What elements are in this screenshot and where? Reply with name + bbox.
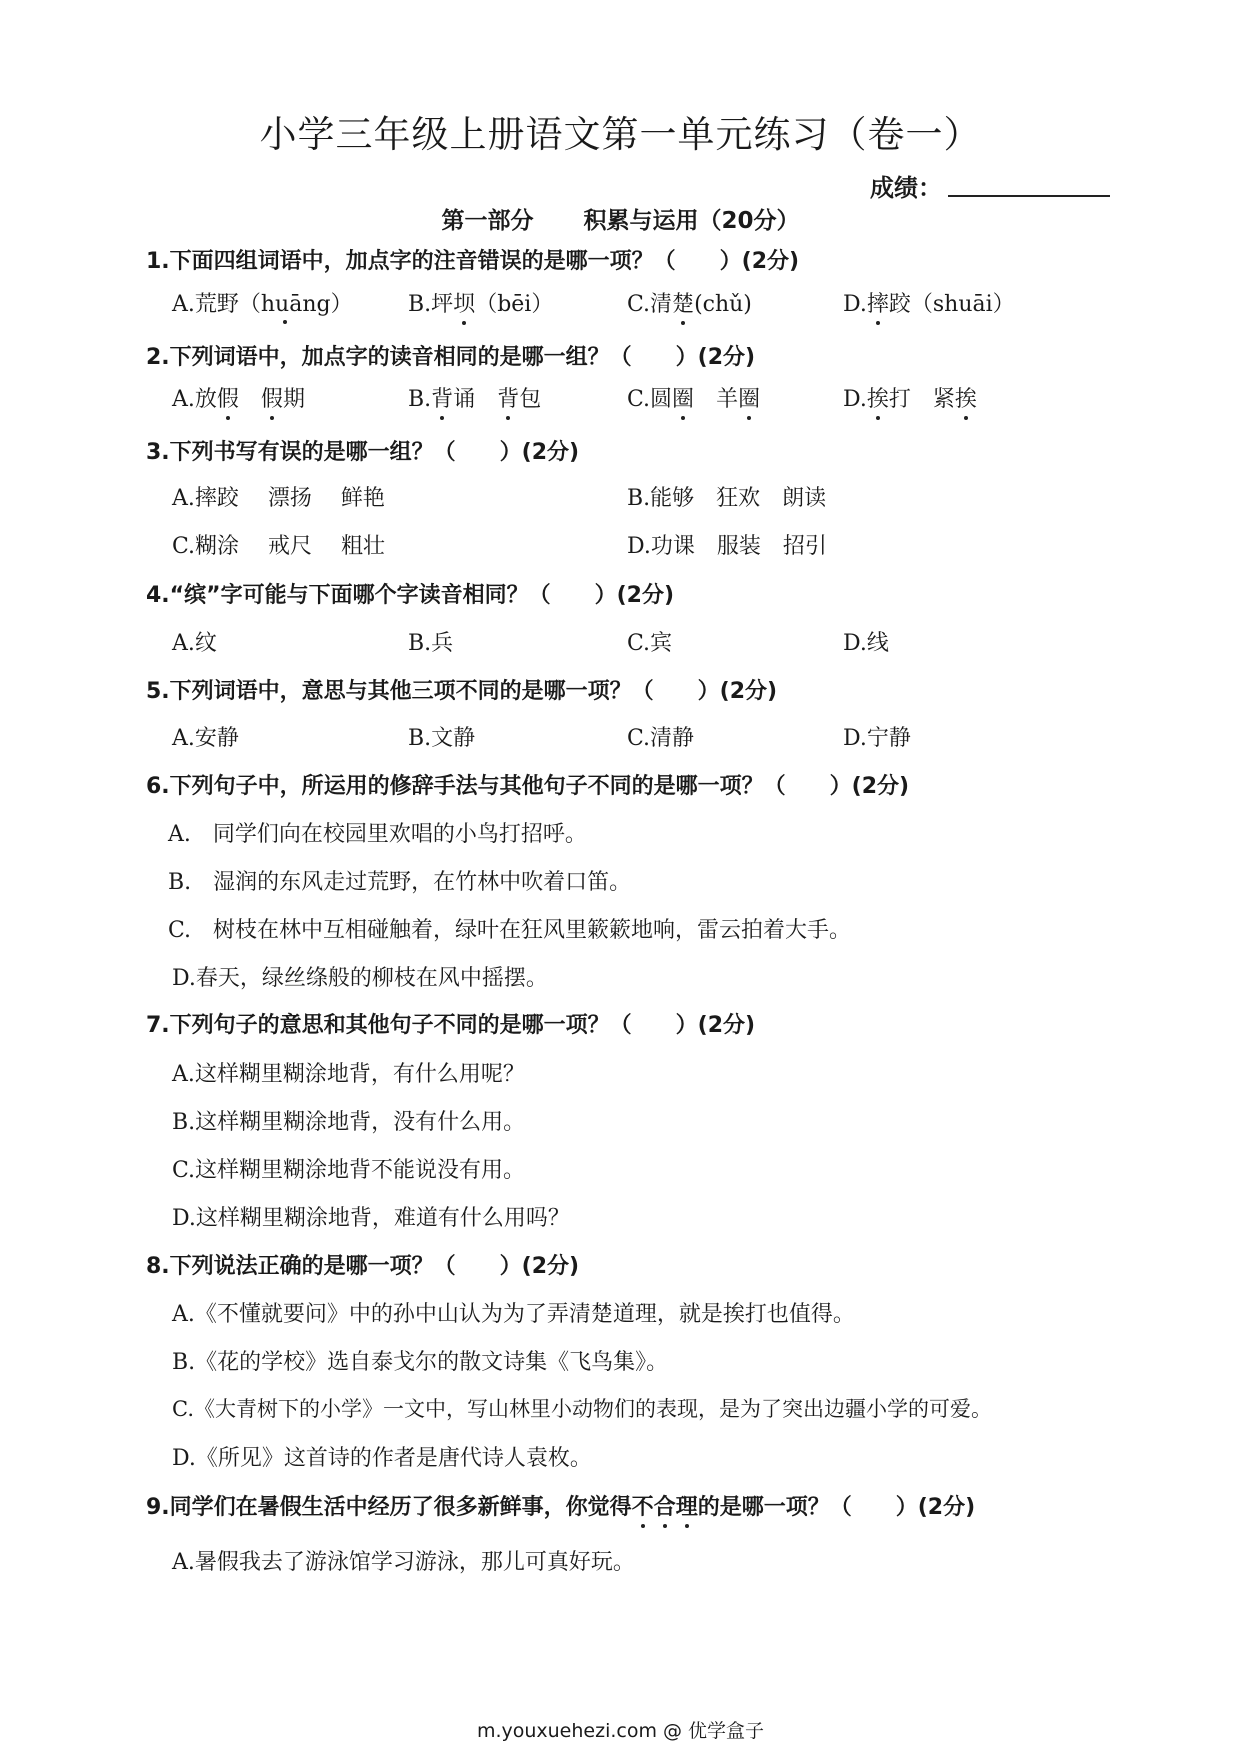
q8-option-b: B.《花的学校》选自泰戈尔的散文诗集《飞鸟集》。 <box>172 1350 669 1375</box>
q4-option-c: C.宾 <box>627 631 673 656</box>
question-9: 9.同学们在暑假生活中经历了很多新鲜事，你觉得不合理的是哪一项？（ ）(2分) <box>146 1490 975 1521</box>
q3-option-d: D.功课 服装 招引 <box>627 534 827 559</box>
q4-option-b: B.兵 <box>408 631 454 656</box>
q1-option-b: B.坪坝（bēi） <box>408 287 553 318</box>
q4-option-a: A.纹 <box>172 631 217 656</box>
q7-option-c: C.这样糊里糊涂地背不能说没有用。 <box>172 1158 526 1183</box>
part-heading <box>0 202 1241 235</box>
q5-option-b: B.文静 <box>408 726 476 751</box>
question-7: 7.下列句子的意思和其他句子不同的是哪一项？（ ）(2分) <box>146 1013 756 1038</box>
q3-option-c: C.糊涂 戒尺 粗壮 <box>172 534 386 559</box>
question-4: 4.“缤”字可能与下面哪个字读音相同？（ ）(2分) <box>146 583 675 608</box>
question-5: 5.下列词语中，意思与其他三项不同的是哪一项？（ ）(2分) <box>146 679 778 704</box>
q8-option-a: A.《不懂就要问》中的孙中山认为为了弄清楚道理，就是挨打也值得。 <box>172 1302 855 1327</box>
q7-option-a: A.这样糊里糊涂地背，有什么用呢？ <box>172 1062 525 1087</box>
q1-option-c: C.清楚(chǔ) <box>627 287 752 318</box>
question-8: 8.下列说法正确的是哪一项？（ ）(2分) <box>146 1254 580 1279</box>
question-1: 1.下面四组词语中，加点字的注音错误的是哪一项？（ ）(2分) <box>146 249 800 274</box>
q6-option-b: B. 湿润的东风走过荒野，在竹林中吹着口笛。 <box>168 870 632 895</box>
question-2: 2.下列词语中，加点字的读音相同的是哪一组？（ ）(2分) <box>146 345 756 370</box>
q2-option-a: A.放假 假期 <box>172 382 305 413</box>
q5-option-d: D.宁静 <box>843 726 911 751</box>
q6-option-a: A. 同学们向在校园里欢唱的小鸟打招呼。 <box>168 822 587 847</box>
score-label: 成绩： <box>870 174 942 202</box>
q4-option-d: D.线 <box>843 631 889 656</box>
q9-option-a: A.暑假我去了游泳馆学习游泳，那儿可真好玩。 <box>172 1550 635 1575</box>
q6-option-d: D.春天，绿丝绦般的柳枝在风中摇摆。 <box>172 966 548 991</box>
q3-option-a: A.摔跤 漂扬 鲜艳 <box>172 486 385 511</box>
question-6: 6.下列句子中，所运用的修辞手法与其他句子不同的是哪一项？（ ）(2分) <box>146 774 910 799</box>
q1-option-a: A.荒野（huāng） <box>172 292 353 317</box>
part-name: 第一部分 <box>441 208 534 234</box>
part-topic: 积累与运用（20分） <box>583 208 800 234</box>
q7-option-d: D.这样糊里糊涂地背，难道有什么用吗？ <box>172 1206 570 1231</box>
q3-option-b: B.能够 狂欢 朗读 <box>627 486 827 511</box>
question-3: 3.下列书写有误的是哪一组？（ ）(2分) <box>146 440 580 465</box>
q5-option-a: A.安静 <box>172 726 239 751</box>
q8-option-c: C.《大青树下的小学》一文中，写山林里小动物们的表现，是为了突出边疆小学的可爱。 <box>172 1397 992 1421</box>
q2-option-d: D.挨打 紧挨 <box>843 382 977 413</box>
q2-option-b: B.背诵 背包 <box>408 382 541 413</box>
q2-option-c: C.圆圈 羊圈 <box>627 382 760 413</box>
page-title: 小学三年级上册语文第一单元练习（卷一） <box>259 113 982 156</box>
footer-watermark: m.youxuehezi.com @ 优学盒子 <box>476 1720 765 1742</box>
q8-option-d: D.《所见》这首诗的作者是唐代诗人袁枚。 <box>172 1446 592 1471</box>
q1-option-d: D.摔跤（shuāi） <box>843 287 1015 318</box>
q7-option-b: B.这样糊里糊涂地背，没有什么用。 <box>172 1110 526 1135</box>
q6-option-c: C. 树枝在林中互相碰触着，绿叶在狂风里簌簌地响，雷云拍着大手。 <box>168 918 852 943</box>
score-blank[interactable] <box>948 195 1110 197</box>
q5-option-c: C.清静 <box>627 726 695 751</box>
